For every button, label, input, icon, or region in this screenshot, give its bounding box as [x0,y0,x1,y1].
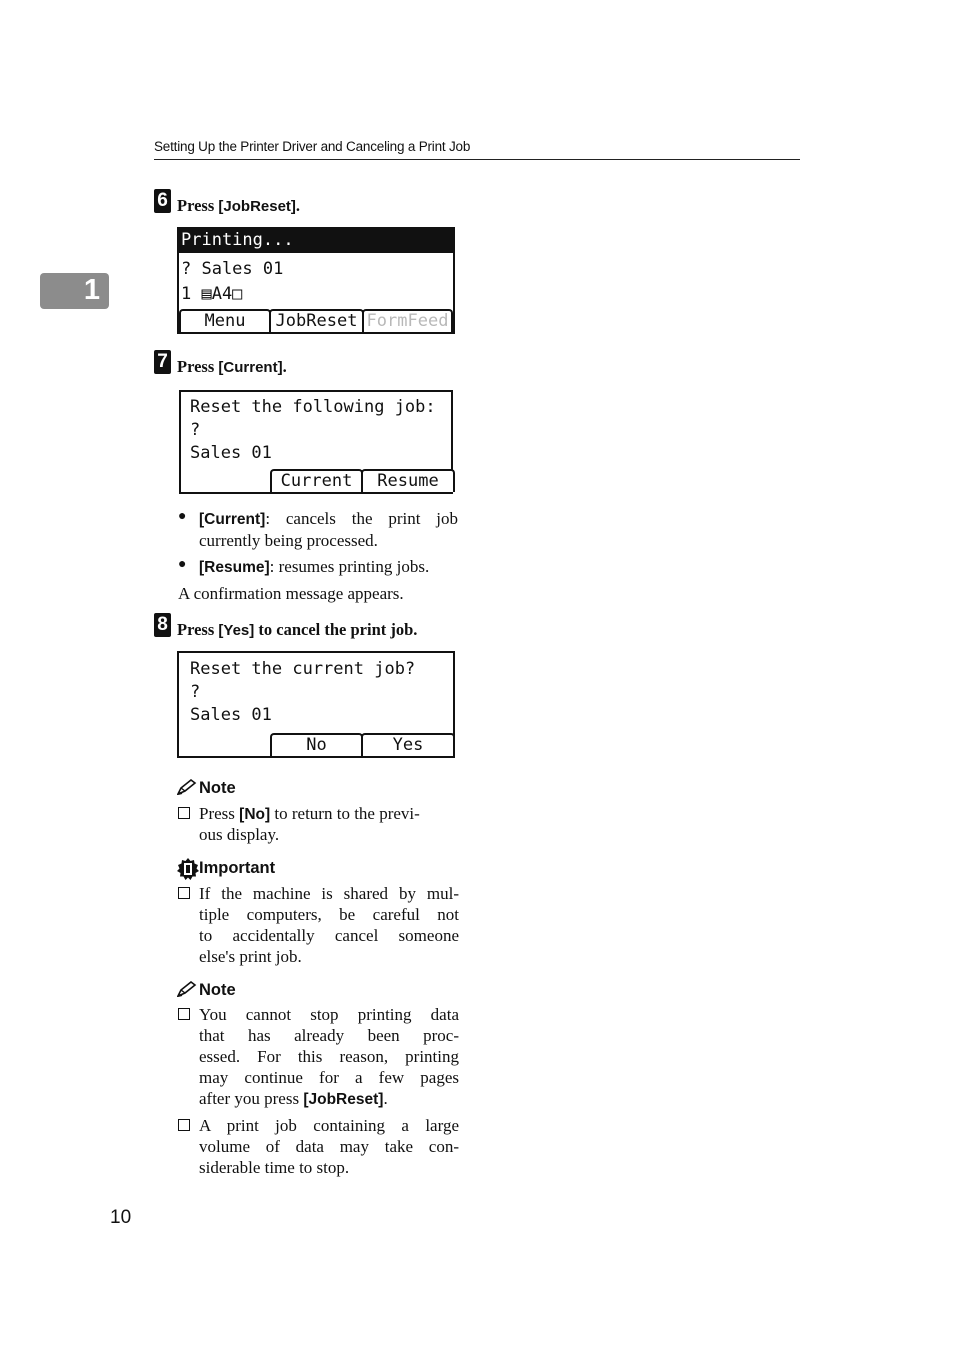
softkey-yes[interactable]: Yes [361,733,455,756]
step-8-number: 8 [154,613,171,637]
softkey-no[interactable]: No [270,733,363,756]
softkey-formfeed[interactable]: FormFeed [362,309,453,332]
running-header-title: Setting Up the Printer Driver and Canceling a Print Job [154,139,471,154]
lcd-line-paper-info: 1 ▤A4□ [181,284,243,304]
lcd-title-bar: Printing... [179,229,453,253]
bullet-resume: [Resume]: resumes printing jobs. [199,557,430,576]
checkbox-icon [178,887,190,899]
checkbox-icon [178,1119,190,1131]
bullet-current: [Current]: cancels the print job currently being processed. [199,509,458,550]
checkbox-icon [178,1008,190,1020]
lcd-screen-reset-current [177,651,455,758]
pencil-icon [177,779,197,800]
lcd-line-job-name: Sales 01 [190,443,272,463]
page-number: 10 [110,1207,132,1228]
important-item: If the machine is shared by mul- tiple computers, be careful not to accidentally cancel someone else's print job. [199,884,459,966]
note-item-no-line2: ous display. [199,825,280,844]
bullet-dot: ● [178,557,187,572]
lcd-screen-reset-following [179,390,453,494]
confirmation-text: A confirmation message appears. [178,584,404,603]
yes-key-label: [Yes] [218,622,255,639]
lcd-line-job-name: ? Sales 01 [181,259,284,279]
softkey-menu[interactable]: Menu [179,309,271,332]
lcd-line-job-name: Sales 01 [190,705,272,725]
lcd-line-question: ? [190,682,201,702]
softkey-resume[interactable]: Resume [361,469,455,492]
checkbox-icon [178,807,190,819]
important-heading: Important [199,859,276,877]
important-badge-icon [177,858,199,885]
note-heading: Note [199,981,236,999]
step-7-number: 7 [154,350,171,374]
step-6-instruction: Press [JobReset]. [177,196,301,215]
pencil-icon [177,981,197,1002]
softkey-current[interactable]: Current [270,469,363,492]
step-7-instruction: Press [Current]. [177,357,287,376]
jobreset-key-label: [JobReset] [218,198,296,215]
lcd-line-prompt: Reset the following job: [190,397,436,417]
note-item-large-job: A print job containing a large volume of data may take con- siderable time to stop. [199,1116,459,1177]
note-heading: Note [199,779,236,797]
running-header [154,139,800,160]
note-item-no: Press [No] to return to the previ- [199,804,420,823]
step-6-number: 6 [154,189,171,213]
step-8-instruction: Press [Yes] to cancel the print job. [177,620,418,639]
chapter-tab [40,273,109,309]
lcd-line-prompt: Reset the current job? [190,659,416,679]
lcd-screen-printing [177,227,455,334]
current-key-label: [Current] [218,359,283,376]
chapter-number: 1 [83,274,100,306]
note-item-cannot-stop: You cannot stop printing data that has already been proc- essed. For this reason, printing may continue for a few pages after you press [JobReset]. [199,1005,459,1108]
lcd-line-question: ? [190,420,201,440]
bullet-dot: ● [178,509,187,524]
softkey-jobreset[interactable]: JobReset [269,309,364,332]
